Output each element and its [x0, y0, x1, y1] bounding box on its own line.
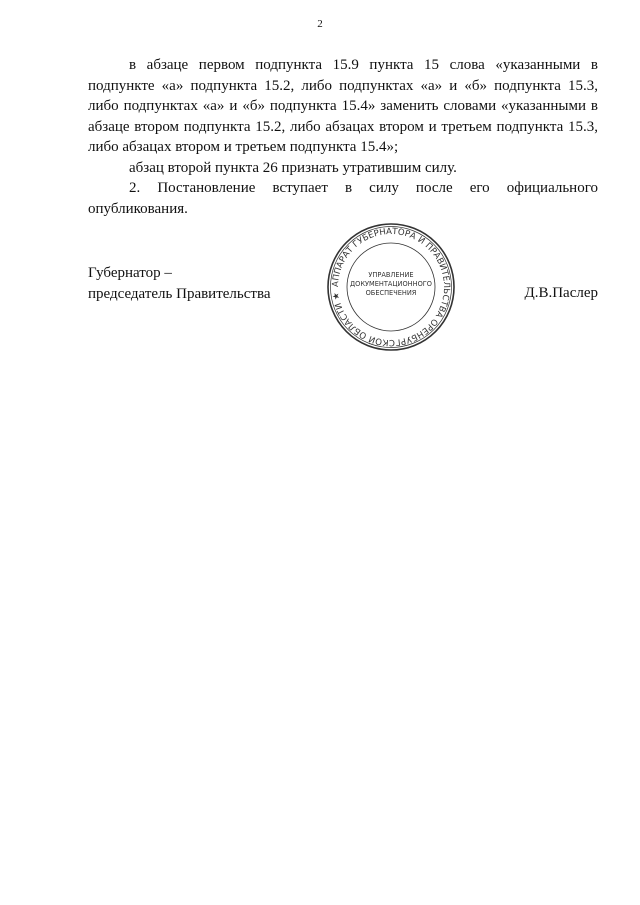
- signatory-position-line2: председатель Правительства: [88, 285, 271, 302]
- seal-icon: [325, 221, 457, 353]
- seal-center-line3: ОБЕСПЕЧЕНИЯ: [365, 289, 417, 297]
- seal-center-line2: ДОКУМЕНТАЦИОННОГО: [350, 280, 432, 288]
- paragraph-effective-date: 2. Постановление вступает в силу после его официального опубликования.: [88, 180, 598, 217]
- document-body: [88, 55, 598, 219]
- paragraph-amendment-15-9: в абзаце первом подпункта 15.9 пункта 15 слова «указанными в подпункте «а» подпункта 15.2, либо подпунктах «а» и «б» подпункта 15.3, либо подпунктах «а» и «б» подпункта 15.4» заменить словами «указанными в абзаце втором подпункта 15.2, либо абзацах втором и третьем подпункта 15.3, либо абзацах втором и третьем подпункта 15.4»;: [88, 57, 598, 155]
- signatory-name: Д.В.Паслер: [524, 285, 598, 301]
- paragraph-item-26: абзац второй пункта 26 признать утратившим силу.: [129, 159, 457, 176]
- official-seal: [325, 221, 457, 353]
- signatory-position-line1: Губернатор –: [88, 265, 172, 281]
- seal-center-line1: УПРАВЛЕНИЕ: [368, 271, 414, 279]
- signatory-position: [88, 263, 271, 304]
- page-number: 2: [317, 18, 323, 30]
- seal-ring-text: АППАРАТ ГУБЕРНАТОРА И ПРАВИТЕЛЬСТВА ОРЕНБУРГСКОЙ ОБЛАСТИ ★: [330, 226, 452, 348]
